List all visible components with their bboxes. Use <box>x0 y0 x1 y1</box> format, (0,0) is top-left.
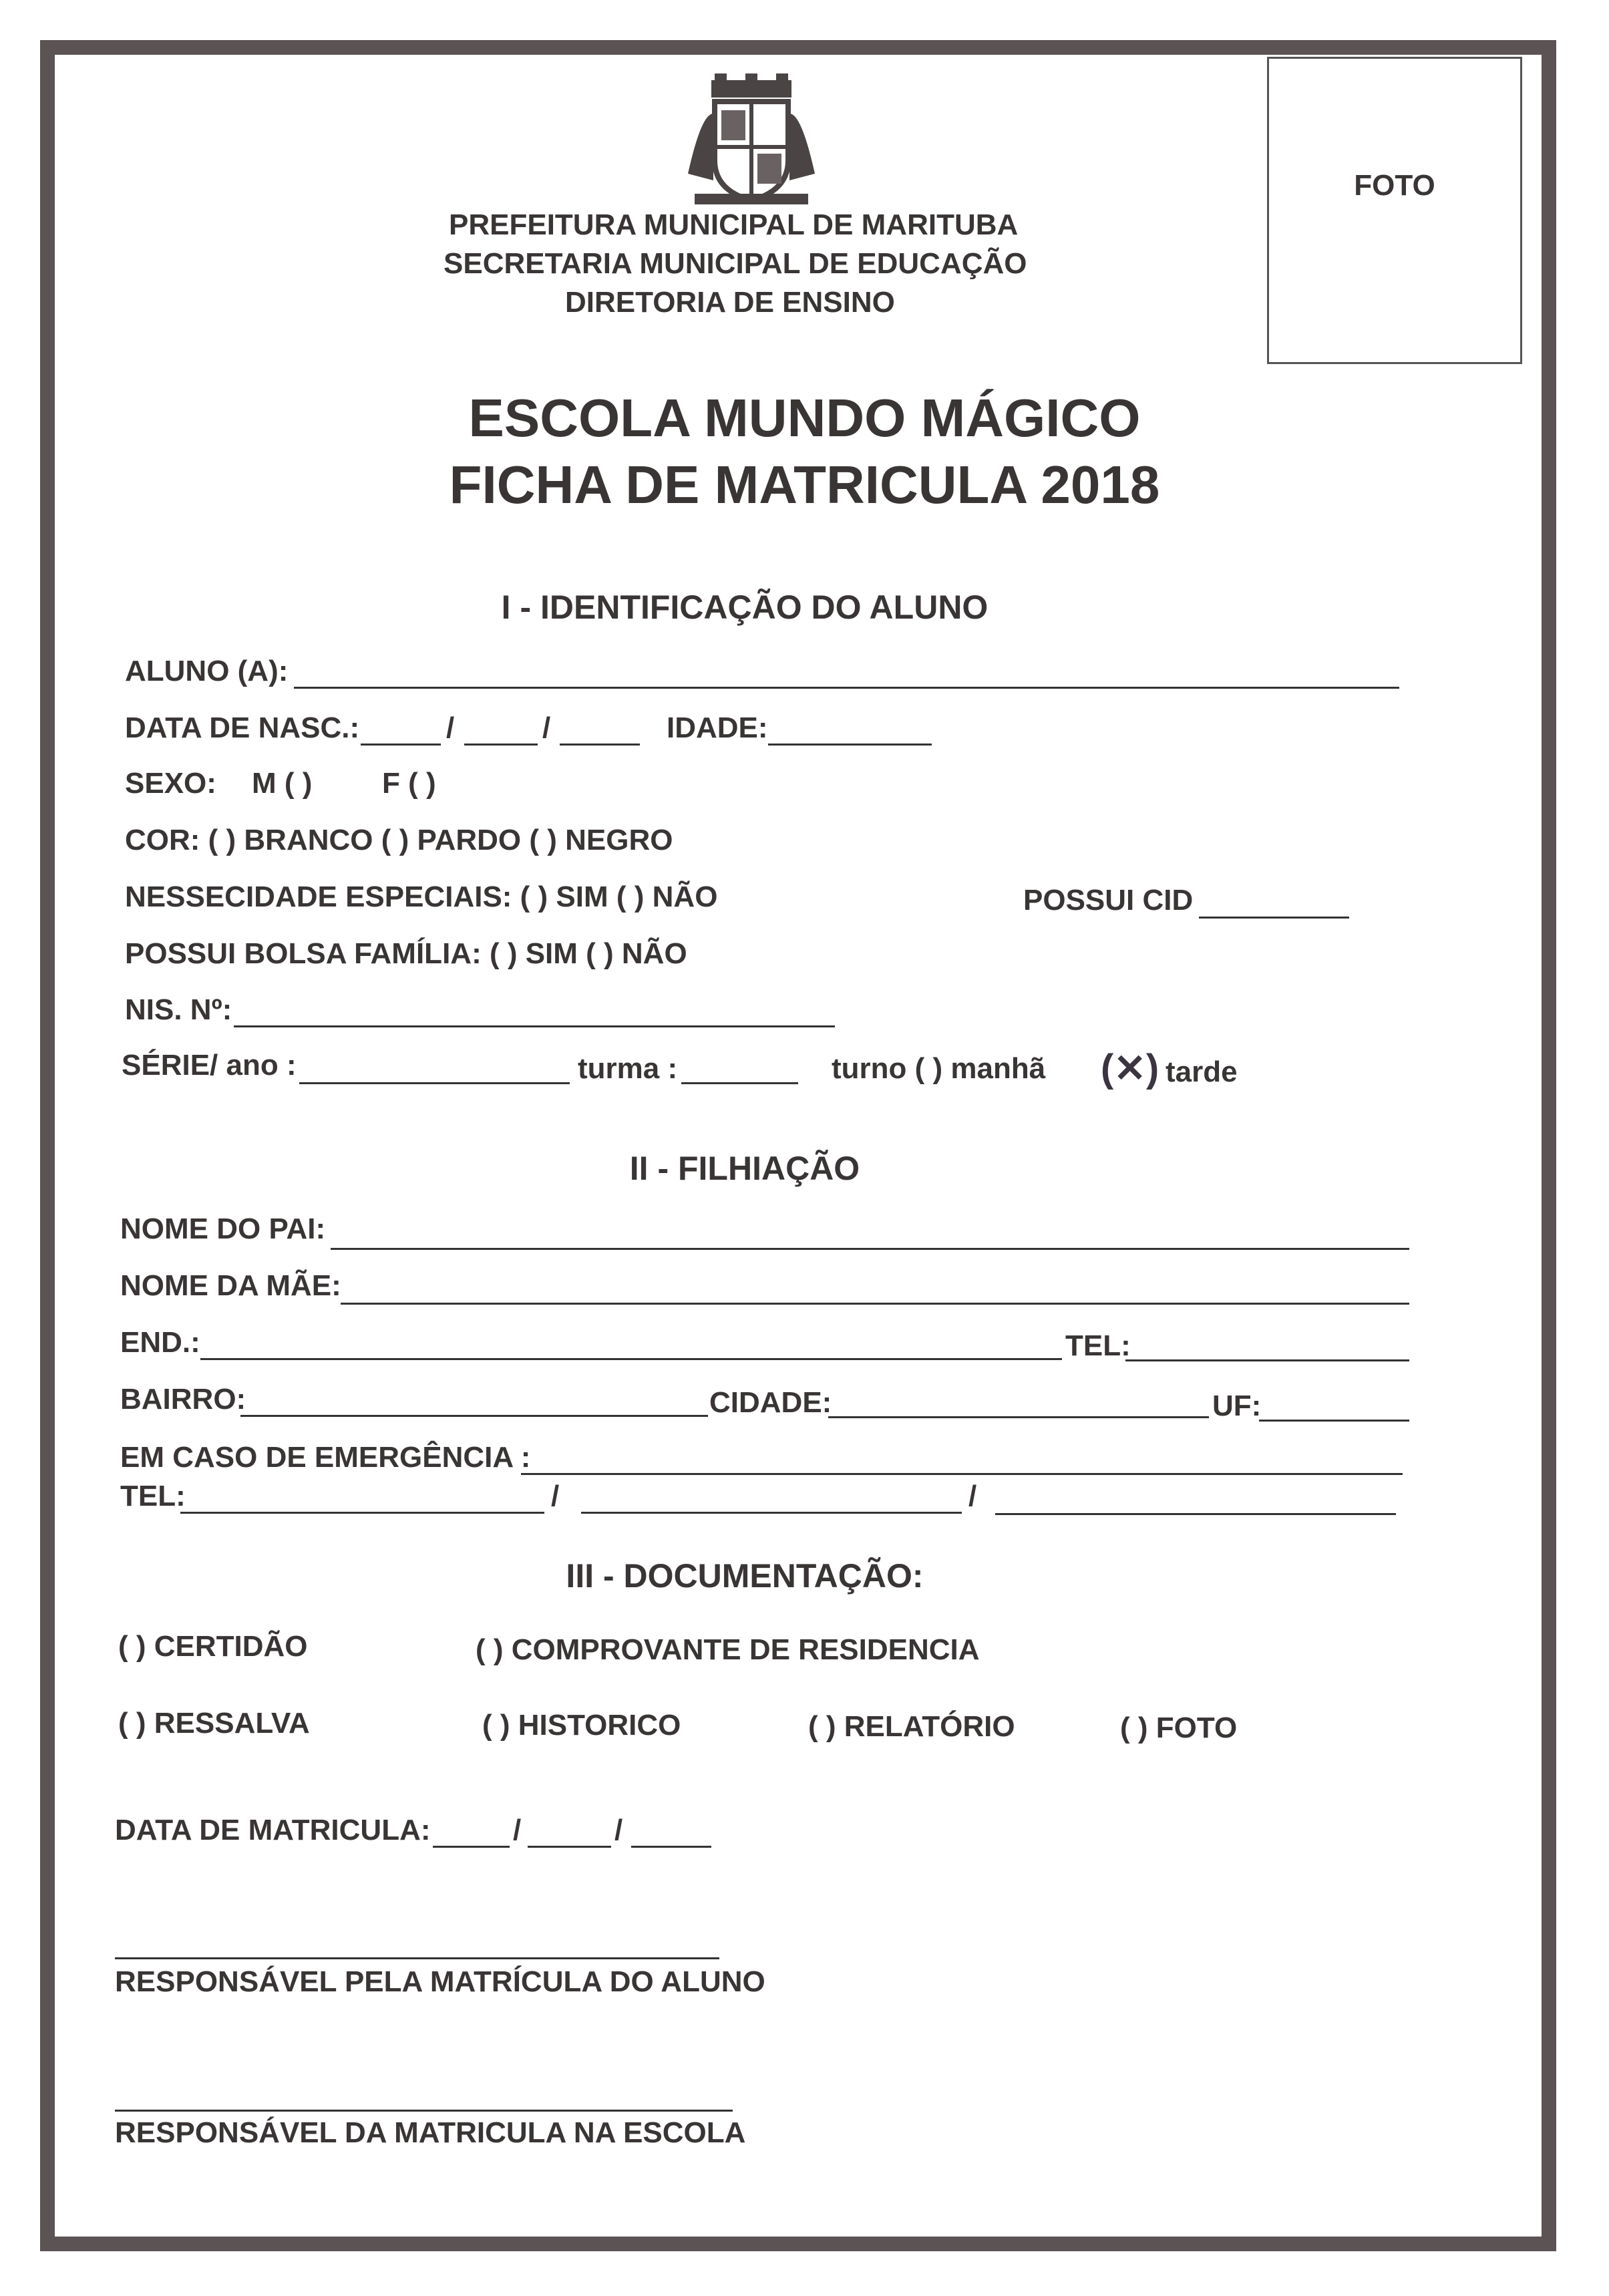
tel-emergencia-1-input[interactable] <box>180 1512 544 1514</box>
nome-pai-label: NOME DO PAI: <box>120 1212 326 1245</box>
sexo-label: SEXO: <box>125 767 216 800</box>
doc-comprovante-checkbox[interactable]: ( ) COMPROVANTE DE RESIDENCIA <box>476 1633 980 1666</box>
form-title: FICHA DE MATRICULA 2018 <box>449 455 1160 514</box>
serie-label: SÉRIE/ ano : <box>122 1049 297 1082</box>
uf-label: UF: <box>1212 1389 1262 1422</box>
section-documentacao-heading: III - DOCUMENTAÇÃO: <box>566 1557 924 1595</box>
municipal-coat-of-arms-icon <box>681 73 822 210</box>
tel-label: TEL: <box>1065 1329 1131 1362</box>
tel-emergencia-3-input[interactable] <box>995 1513 1396 1515</box>
bolsa-familia-options[interactable]: POSSUI BOLSA FAMÍLIA: ( ) SIM ( ) NÃO <box>125 937 687 970</box>
tel-separator: / <box>968 1480 977 1512</box>
doc-certidao-checkbox[interactable]: ( ) CERTIDÃO <box>118 1630 308 1663</box>
data-nasc-year-input[interactable] <box>560 744 640 746</box>
tel-emergencia-2-input[interactable] <box>581 1512 962 1514</box>
photo-label: FOTO <box>1354 169 1435 202</box>
aluno-label: ALUNO (A): <box>125 655 289 687</box>
serie-input[interactable] <box>299 1082 570 1084</box>
header-secretaria: SECRETARIA MUNICIPAL DE EDUCAÇÃO <box>443 247 1027 280</box>
emergencia-label: EM CASO DE EMERGÊNCIA : <box>120 1441 531 1474</box>
header-prefeitura: PREFEITURA MUNICIPAL DE MARITUBA <box>449 208 1019 241</box>
assinatura-aluno-line[interactable] <box>115 1957 719 1959</box>
tel-emergencia-label: TEL: <box>120 1480 186 1512</box>
data-matricula-day-input[interactable] <box>433 1846 510 1848</box>
tel-input[interactable] <box>1125 1359 1409 1361</box>
bairro-input[interactable] <box>240 1415 708 1417</box>
doc-ressalva-checkbox[interactable]: ( ) RESSALVA <box>118 1707 310 1740</box>
sexo-f-checkbox[interactable]: F ( ) <box>382 767 436 800</box>
date-separator: / <box>513 1814 522 1846</box>
data-matricula-year-input[interactable] <box>631 1846 711 1848</box>
idade-input[interactable] <box>768 744 932 746</box>
responsavel-aluno-label: RESPONSÁVEL PELA MATRÍCULA DO ALUNO <box>115 1965 765 1998</box>
doc-historico-checkbox[interactable]: ( ) HISTORICO <box>482 1709 681 1742</box>
section-identificacao-heading: I - IDENTIFICAÇÃO DO ALUNO <box>501 589 989 626</box>
date-separator: / <box>542 711 551 744</box>
nis-input[interactable] <box>234 1025 835 1027</box>
date-separator: / <box>614 1814 623 1846</box>
cid-input[interactable] <box>1199 917 1349 919</box>
section-filiacao-heading: II - FILHIAÇÃO <box>629 1150 860 1187</box>
nome-pai-input[interactable] <box>331 1248 1409 1250</box>
sexo-m-checkbox[interactable]: M ( ) <box>252 767 313 800</box>
idade-label: IDADE: <box>667 711 768 744</box>
endereco-label: END.: <box>120 1326 200 1359</box>
data-nasc-label: DATA DE NASC.: <box>125 711 360 744</box>
responsavel-escola-label: RESPONSÁVEL DA MATRICULA NA ESCOLA <box>115 2116 746 2149</box>
necessidades-especiais-options[interactable]: NESSECIDADE ESPECIAIS: ( ) SIM ( ) NÃO <box>125 880 718 913</box>
decorative-border-pattern <box>61 61 1536 2231</box>
header-diretoria: DIRETORIA DE ENSINO <box>565 286 895 319</box>
photo-box <box>1267 57 1522 364</box>
cor-options[interactable]: COR: ( ) BRANCO ( ) PARDO ( ) NEGRO <box>125 824 673 856</box>
tarde-checked-mark: (✕) <box>1101 1047 1159 1090</box>
cidade-input[interactable] <box>828 1416 1209 1418</box>
nis-label: NIS. Nº: <box>125 993 232 1026</box>
data-nasc-day-input[interactable] <box>361 744 441 746</box>
nome-mae-label: NOME DA MÃE: <box>120 1269 341 1302</box>
turma-input[interactable] <box>681 1082 798 1084</box>
cidade-label: CIDADE: <box>709 1386 832 1419</box>
turno-tarde-label[interactable]: tarde <box>1166 1055 1238 1088</box>
endereco-input[interactable] <box>200 1358 1062 1360</box>
doc-relatorio-checkbox[interactable]: ( ) RELATÓRIO <box>808 1710 1015 1743</box>
decorative-page-border <box>40 40 1556 2251</box>
aluno-input[interactable] <box>294 687 1399 689</box>
doc-foto-checkbox[interactable]: ( ) FOTO <box>1120 1711 1238 1744</box>
data-matricula-label: DATA DE MATRICULA: <box>115 1814 431 1846</box>
emergencia-input[interactable] <box>521 1473 1403 1475</box>
bairro-label: BAIRRO: <box>120 1383 246 1416</box>
data-matricula-month-input[interactable] <box>528 1846 611 1848</box>
data-nasc-month-input[interactable] <box>464 744 538 746</box>
date-separator: / <box>446 711 455 744</box>
possui-cid-label: POSSUI CID <box>1023 884 1194 917</box>
uf-input[interactable] <box>1259 1420 1409 1422</box>
assinatura-escola-line[interactable] <box>115 2110 733 2112</box>
turma-label: turma : <box>578 1052 678 1085</box>
tel-separator: / <box>551 1480 560 1512</box>
turno-manha-checkbox[interactable]: turno ( ) manhã <box>832 1052 1046 1085</box>
school-name: ESCOLA MUNDO MÁGICO <box>468 388 1141 448</box>
nome-mae-input[interactable] <box>341 1303 1409 1305</box>
